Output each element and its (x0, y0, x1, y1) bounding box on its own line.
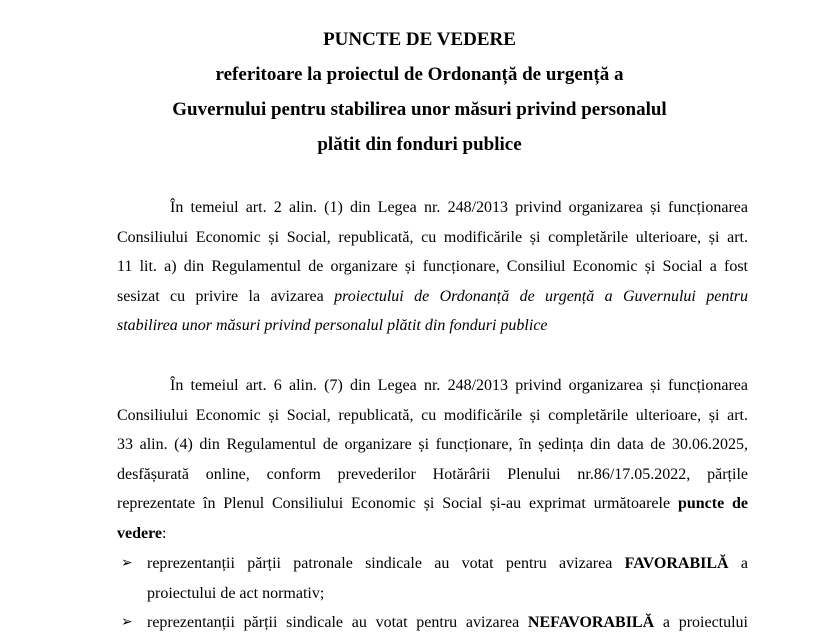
points-of-view-label-cont: vedere (117, 524, 163, 542)
bullet-item-unions (147, 608, 748, 638)
arrow-bullet-icon: ➢ (121, 556, 133, 571)
paragraph-1-line-5 (117, 311, 748, 341)
bullet-item-employers (147, 549, 748, 608)
title-line-3: Guvernului pentru stabilirea unor măsuri privind personalul (172, 99, 667, 120)
points-of-view-label: puncte de (677, 495, 749, 512)
paragraph-1-line-2: Consiliului Economic și Social, republicată, cu modificările și completările ulterioare, și art. (117, 228, 748, 246)
draft-ordinance-reference: proiectului de Ordonanță de urgență a Guvernului pentru (334, 287, 749, 305)
bullet-1-line-2: proiectului de act normativ; (147, 584, 325, 602)
paragraph-2-line-6 (117, 519, 748, 549)
paragraph-2-line-1: În temeiul art. 6 alin. (7) din Legea nr. 248/2013 privind organizarea și funcționarea (170, 377, 748, 394)
paragraph-1-line-1: În temeiul art. 2 alin. (1) din Legea nr. 248/2013 privind organizarea și funcționarea (170, 199, 748, 216)
paragraph-2-line-4: desfășurată online, conform prevederilor Hotărârii Plenului nr.86/17.05.2022, părțile (117, 465, 748, 483)
title-line-4: plătit din fonduri publice (317, 134, 522, 155)
bullet-2-tail: a proiectului (654, 614, 749, 631)
paragraph-1-line-3: 11 lit. a) din Regulamentul de organizare și funcționare, Consiliul Economic și Social a fost (117, 258, 748, 275)
bullet-2-text: reprezentanții părții sindicale au votat pentru avizarea (147, 614, 528, 631)
arrow-bullet-icon: ➢ (121, 615, 133, 630)
bullet-2-line-1 (147, 608, 748, 638)
paragraph-1-line-4-text: sesizat cu privire la avizarea (117, 287, 335, 305)
bullet-1-line-1 (147, 549, 748, 579)
paragraph-2 (117, 371, 748, 548)
draft-ordinance-reference-cont: stabilirea unor măsuri privind personalul plătit din fonduri publice (117, 317, 548, 334)
vote-favorable: FAVORABILĂ (624, 555, 729, 572)
bullet-1-tail: a (728, 555, 748, 572)
bullet-1-text: reprezentanții părții patronale sindicale au votat pentru avizarea (147, 555, 625, 572)
paragraph-2-line-5-text: reprezentate în Plenul Consiliului Economic și Social și-au exprimat următoarele (117, 495, 678, 512)
paragraph-2-line-3: 33 alin. (4) din Regulamentul de organizare și funcționare, în ședința din data de 30.06.2025, (117, 436, 748, 453)
paragraph-2-line-5 (117, 489, 748, 519)
title-line-2: referitoare la proiectul de Ordonanță de urgență a (215, 64, 624, 85)
vote-unfavorable: NEFAVORABILĂ (527, 614, 655, 631)
title-line-1: PUNCTE DE VEDERE (323, 29, 516, 50)
document-title (0, 25, 839, 165)
paragraph-1-line-4 (117, 282, 748, 312)
paragraph-1 (117, 193, 748, 341)
paragraph-2-line-6-colon: : (162, 524, 167, 542)
paragraph-2-line-2: Consiliului Economic și Social, republicată, cu modificările și completările ulterioare, și art. (117, 406, 748, 424)
